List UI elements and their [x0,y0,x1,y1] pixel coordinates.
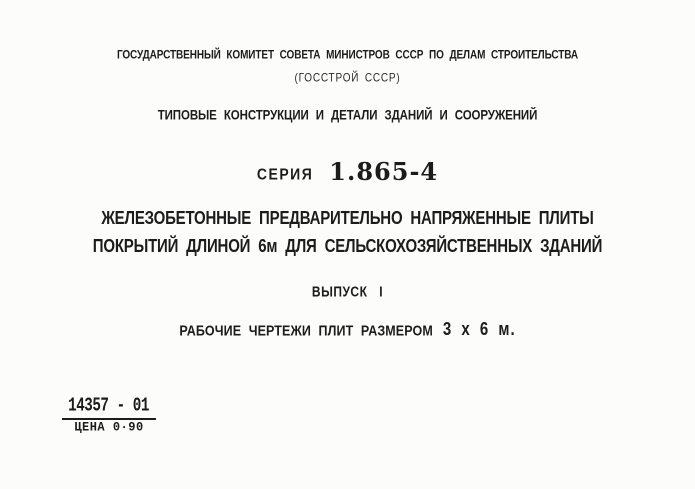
doc-title-line-1-text: ЖЕЛЕЗОБЕТОННЫЕ ПРЕДВАРИТЕЛЬНО НАПРЯЖЕННЫЕ ПЛИТЫ [101,208,594,229]
price-label: ЦЕНА [74,419,106,435]
subtitle-text: РАБОЧИЕ ЧЕРТЕЖИ ПЛИТ РАЗМЕРОМ [179,322,433,339]
org-abbreviation-line [0,71,695,85]
series-label: СЕРИЯ [256,164,314,183]
series-heading [0,157,695,186]
org-committee-line [0,48,695,62]
price-line [62,421,156,435]
collection-title-text: ТИПОВЫЕ КОНСТРУКЦИИ И ДЕТАЛИ ЗДАНИЙ И СООРУЖЕНИЙ [157,108,538,123]
doc-title-line-1 [0,208,695,229]
price-stamp [62,394,156,435]
subtitle-line [0,319,695,340]
issue-label-text: ВЫПУСК I [311,283,384,300]
doc-title-line-2 [0,236,695,257]
doc-title-line-2-text: ПОКРЫТИЙ ДЛИНОЙ 6м ДЛЯ СЕЛЬСКОХОЗЯЙСТВЕННЫХ ЗДАНИЙ [92,236,603,257]
org-abbreviation-text: (ГОССТРОЙ СССР) [294,71,401,85]
stamp-code: 14357 - 01 [68,394,150,417]
issue-label [0,283,695,300]
series-number: 1.865-4 [329,157,439,186]
org-committee-text: ГОСУДАРСТВЕННЫЙ КОМИТЕТ СОВЕТА МИНИСТРОВ СССР ПО ДЕЛАМ СТРОИТЕЛЬСТВА [116,48,579,62]
subtitle-size: 3 х 6 м. [442,319,516,340]
price-value: 0·90 [112,419,144,435]
collection-title [0,108,695,123]
